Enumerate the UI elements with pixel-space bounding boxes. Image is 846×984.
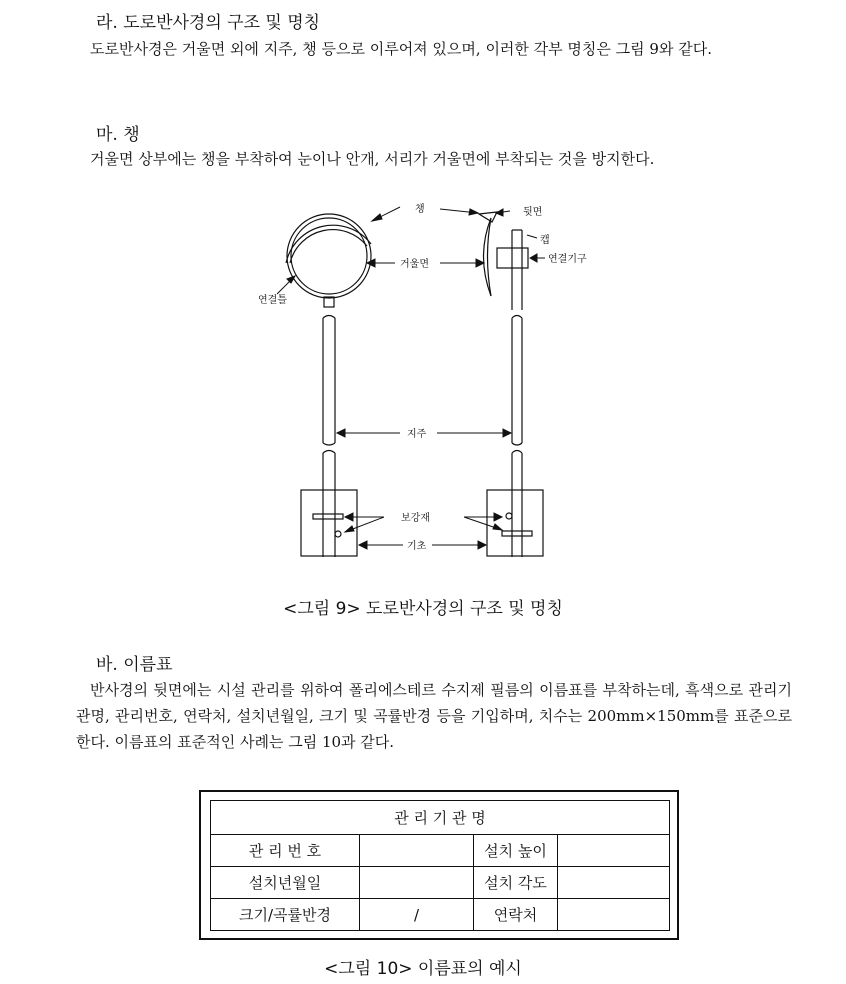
row3-left-value: /: [360, 899, 474, 931]
nameplate-example: [199, 790, 679, 940]
label-mirror: 거울면: [400, 259, 429, 270]
row2-right-label: 설치 각도: [474, 867, 558, 899]
label-connector: 연결기구: [548, 254, 587, 265]
side-foundation: [487, 490, 543, 556]
paragraph-ma-text: 거울면 상부에는 챙을 부착하여 눈이나 안개, 서리가 거울면에 부착되는 것을 방지한다.: [90, 150, 655, 168]
row3-left-label: 크기/곡률반경: [211, 899, 360, 931]
leader-cap: [527, 235, 537, 238]
figure9-caption: <그림 9> 도로반사경의 구조 및 명칭: [283, 599, 563, 619]
front-post-lower: [323, 453, 335, 557]
paragraph-ra-text: 도로반사경은 거울면 외에 지주, 챙 등으로 이루어져 있으며, 이러한 각부 명칭은 그림 9와 같다.: [90, 40, 712, 58]
side-reinforcement-dot: [506, 513, 512, 519]
table-row: [211, 835, 670, 867]
row2-left-label: 설치년월일: [211, 867, 360, 899]
nameplate-table: [210, 800, 670, 931]
side-post-lower: [512, 453, 522, 557]
nameplate-title: 관 리 기 관 명: [211, 801, 670, 835]
figure10-caption: <그림 10> 이름표의 예시: [324, 959, 522, 979]
label-visor: 챙: [415, 204, 425, 215]
section-heading-ba: 바. 이름표: [96, 655, 173, 675]
front-foundation: [301, 490, 357, 556]
row1-right-label: 설치 높이: [474, 835, 558, 867]
section-heading-ma: 마. 챙: [96, 125, 140, 145]
label-post: 지주: [407, 429, 427, 440]
paragraph-ba-text: 반사경의 뒷면에는 시설 관리를 위하여 폴리에스테르 수지제 필름의 이름표를 부착하는데, 흑색으로 관리기관명, 관리번호, 연락처, 설치년월일, 크기 및 곡률반경 등을 기입하며, 치수는 200mm×150mm를 표준으로 한다. 이름표의 표준적인 사례는 그림 10과 같다.: [76, 681, 792, 751]
front-mirror-outer: [287, 214, 371, 298]
row2-left-value: [360, 867, 474, 899]
front-post-upper: [323, 318, 335, 443]
table-row: [211, 899, 670, 931]
row1-left-label: 관 리 번 호: [211, 835, 360, 867]
row1-left-value: [360, 835, 474, 867]
paragraph-ba: [76, 677, 792, 755]
side-visor: [479, 212, 497, 222]
section-heading-ra: 라. 도로반사경의 구조 및 명칭: [96, 13, 321, 33]
side-post-upper: [512, 230, 522, 310]
row1-right-value: [558, 835, 670, 867]
label-back: 뒷면: [523, 207, 543, 218]
front-reinforcement-dot: [335, 531, 341, 537]
label-frame: 연결틀: [258, 295, 287, 306]
row3-right-label: 연락처: [474, 899, 558, 931]
label-reinforcement: 보강재: [401, 513, 430, 524]
side-reinforcement-bar: [502, 531, 532, 536]
row2-right-value: [558, 867, 670, 899]
label-cap: 캡: [540, 235, 550, 246]
label-foundation: 기초: [407, 541, 427, 552]
front-visor-arc-inner: [290, 230, 367, 263]
row3-right-value: [558, 899, 670, 931]
front-reinforcement-bar: [313, 514, 343, 519]
table-row: [211, 867, 670, 899]
